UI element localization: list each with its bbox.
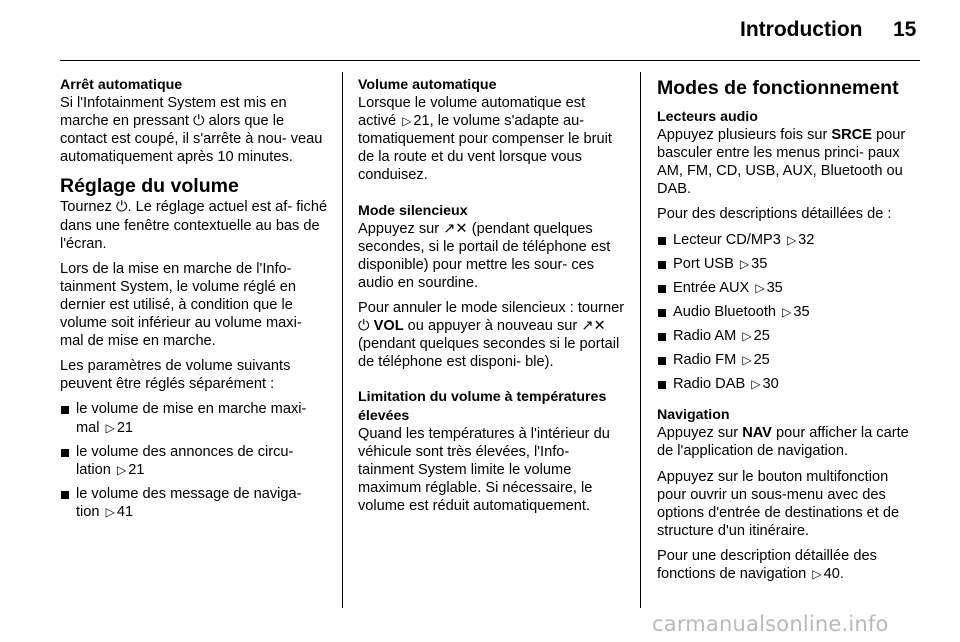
volume-heading: Réglage du volume <box>60 175 239 198</box>
mute-paragraph-1: Appuyez sur ↗✕ (pendant quelques secondes, si le portail de téléphone est disponible) pour mettre les sour- ces audio en sourdine. <box>358 220 611 291</box>
bullet-icon <box>61 491 69 499</box>
auto-off-text: Si l'Infotainment System est mis en marche en pressant ⏻ alors que le contact est coupé, il s'arrête à nou- veau automatiquement après 10 minutes. <box>60 95 323 166</box>
page-reference-icon: ▷ <box>742 353 752 368</box>
auto-volume-text: Lorsque le volume automatique est activé ▷ 21, le volume s'adapte au- tomatiquement pour compenser le bruit de la route et du vent lorsque vous conduisez. <box>358 95 612 184</box>
volume-paragraph-3: Les paramètres de volume suivants peuvent être réglés séparément : <box>60 358 291 393</box>
auto-volume-heading: Volume automatique <box>358 77 497 93</box>
volume-paragraph-2: Lors de la mise en marche de l'Info- tainment System, le volume réglé en dernier est utilisé, à condition que le volume soit inférieur au volume maxi- mal de mise en marche. <box>60 260 302 350</box>
page-reference: 41 <box>116 503 134 520</box>
list-item: Entrée AUX ▷ 35 <box>657 279 921 297</box>
bullet-icon <box>658 309 666 317</box>
list-item: Radio AM ▷ 25 <box>657 327 921 345</box>
audio-paragraph-2: Pour des descriptions détaillées de : <box>657 206 892 223</box>
bullet-icon <box>658 285 666 293</box>
page-reference-icon: ▷ <box>739 256 750 271</box>
phone-mute-icon: ↗✕ <box>443 220 468 237</box>
list-item: le volume de mise en marche maxi- mal ▷ 21 <box>60 400 328 436</box>
page-reference-icon: ▷ <box>402 114 412 129</box>
navigation-paragraph-1: Appuyez sur NAV pour afficher la carte de l'application de navigation. <box>657 425 909 460</box>
bullet-icon <box>658 357 666 365</box>
volume-list <box>60 400 328 521</box>
page-header-title: Introduction <box>740 18 863 41</box>
mute-paragraph-2: Pour annuler le mode silencieux : tourner ⏻ VOL ou appuyer à nouveau sur ↗✕ (pendant quelques secondes si le portail de téléphone est disponi- ble). <box>358 300 625 371</box>
mute-heading: Mode silencieux <box>358 202 468 219</box>
volume-paragraph-1: Tournez ⏻. Le réglage actuel est af- fiché dans une fenêtre contextuelle au bas de l'écran. <box>60 199 328 252</box>
list-item: Port USB ▷ 35 <box>657 255 921 273</box>
page-reference: 21 <box>116 419 134 436</box>
list-item: Lecteur CD/MP3 ▷ 32 <box>657 231 921 249</box>
temperature-text: Quand les températures à l'intérieur du véhicule sont très élevées, l'Info- tainment System limite le volume maximum réglable. Si nécessaire, le volume est réduit automatiquement. <box>358 425 610 514</box>
page-reference-icon: ▷ <box>116 462 127 477</box>
column-3 <box>657 76 921 590</box>
page-reference-icon: ▷ <box>105 504 115 519</box>
navigation-paragraph-3: Pour une description détaillée des fonctions de navigation ▷ 40. <box>657 547 877 582</box>
column-divider-1 <box>342 72 343 608</box>
page-reference-icon: ▷ <box>786 232 797 247</box>
page-reference-icon: ▷ <box>751 377 761 392</box>
bullet-icon <box>658 237 666 245</box>
list-item: le volume des annonces de circu- lation ▷ 21 <box>60 443 328 479</box>
bullet-icon <box>61 449 69 457</box>
bullet-icon <box>61 406 69 414</box>
bullet-icon <box>658 261 666 269</box>
page-number: 15 <box>893 18 917 41</box>
temperature-heading: Limitation du volume à températures élevées <box>358 389 607 424</box>
page-reference-icon: ▷ <box>812 566 822 581</box>
list-item: Audio Bluetooth ▷ 35 <box>657 303 921 321</box>
list-item: Radio FM ▷ 25 <box>657 351 921 369</box>
page-reference-icon: ▷ <box>105 420 115 435</box>
page-reference-icon: ▷ <box>742 328 752 343</box>
list-item: le volume des message de naviga- tion ▷ 41 <box>60 485 328 521</box>
watermark: carmanualsonline.info <box>652 612 889 636</box>
column-divider-2 <box>640 72 641 608</box>
page-reference-icon: ▷ <box>755 280 765 295</box>
header-divider <box>60 60 920 61</box>
bullet-icon <box>658 381 666 389</box>
audio-paragraph-1: Appuyez plusieurs fois sur SRCE pour basculer entre les menus princi- paux AM, FM, CD, USB, AUX, Bluetooth ou DAB. <box>657 127 906 198</box>
audio-list <box>657 231 921 394</box>
column-2 <box>358 76 626 522</box>
modes-heading: Modes de fonctionnement <box>657 77 899 99</box>
auto-off-heading: Arrêt automatique <box>60 77 183 93</box>
navigation-heading: Navigation <box>657 407 730 424</box>
list-item: Radio DAB ▷ 30 <box>657 375 921 393</box>
page-reference: 21 <box>128 461 145 478</box>
audio-heading: Lecteurs audio <box>657 109 758 125</box>
bullet-icon <box>658 333 666 341</box>
phone-mute-icon: ↗✕ <box>581 318 606 335</box>
navigation-paragraph-2: Appuyez sur le bouton multifonction pour ouvrir un sous-menu avec des options d'entrée de destinations et de structure d'un itinéraire. <box>657 468 900 539</box>
page-reference-icon: ▷ <box>782 304 792 319</box>
column-1 <box>60 76 328 528</box>
